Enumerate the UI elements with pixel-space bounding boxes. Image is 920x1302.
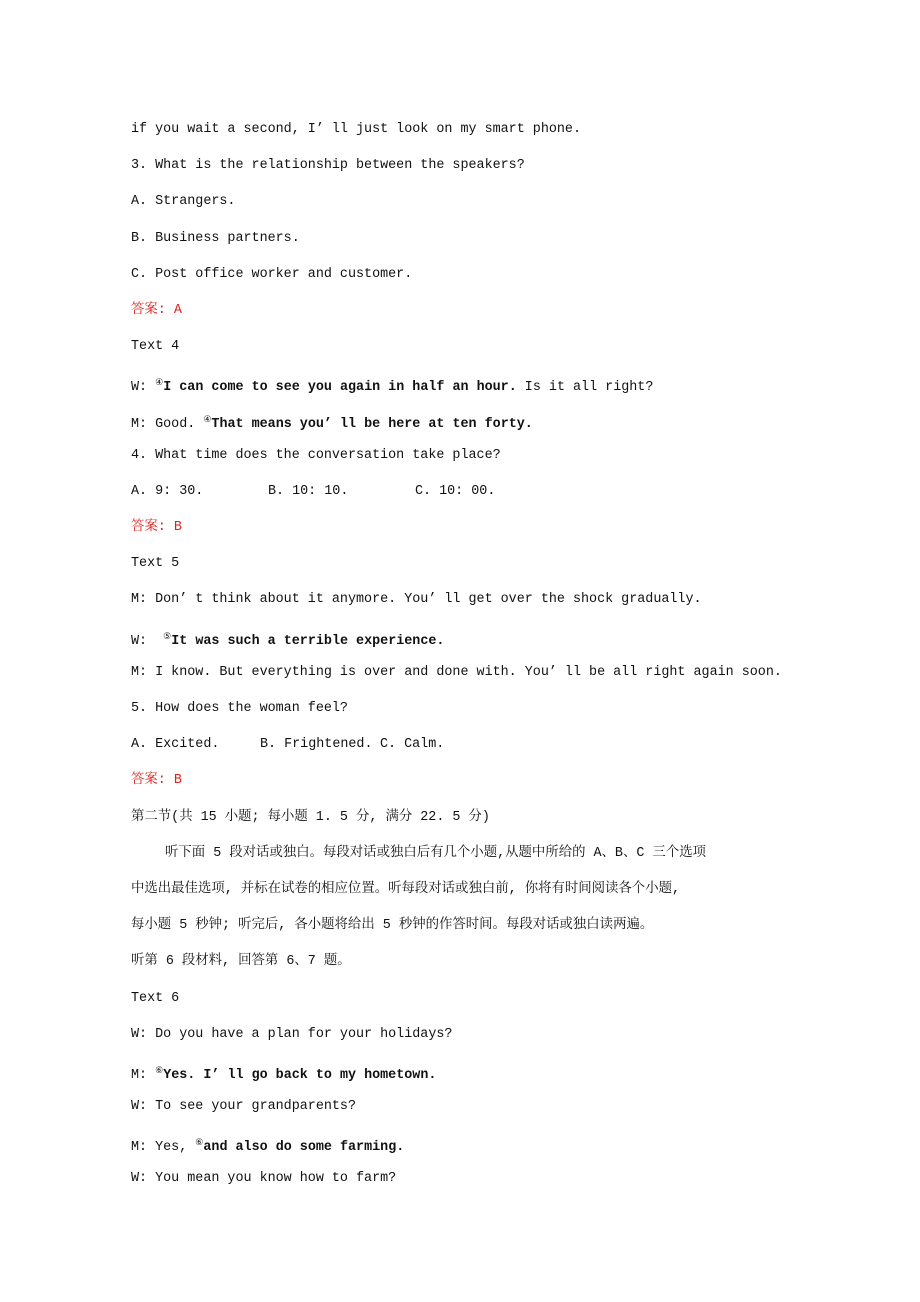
- dialogue-line: [131, 619, 811, 655]
- speaker: M:: [131, 1067, 156, 1083]
- dialogue-line: W: To see your grandparents?: [131, 1099, 356, 1115]
- answer-3: [131, 293, 811, 329]
- instructions: 中选出最佳选项, 并标在试卷的相应位置。听每段对话或独白前, 你将有时间阅读各个小题,: [131, 881, 681, 897]
- option-4a: A. 9: 30.: [131, 483, 204, 499]
- key-sentence: I can come to see you again in half an hour.: [163, 380, 517, 396]
- document-page: [131, 112, 811, 1198]
- dialogue-line: [131, 365, 811, 401]
- answer-label: 答案:: [131, 302, 174, 318]
- dialogue-line: [131, 1125, 811, 1161]
- question-4: 4. What time does the conversation take place?: [131, 447, 501, 463]
- question-3: 3. What is the relationship between the speakers?: [131, 158, 525, 174]
- option-3a: A. Strangers.: [131, 194, 236, 210]
- instructions: 每小题 5 秒钟; 听完后, 各小题将给出 5 秒钟的作答时间。每段对话或独白读两遍。: [131, 918, 654, 934]
- marker: ④: [203, 414, 212, 425]
- answer-value: B: [173, 520, 182, 536]
- answer-label: 答案:: [131, 773, 174, 789]
- speaker: M: Yes,: [131, 1140, 196, 1156]
- option-4c: C. 10: 00.: [415, 483, 496, 499]
- key-sentence: and also do some farming.: [203, 1140, 405, 1156]
- option-4b: B. 10: 10.: [268, 483, 349, 499]
- key-sentence: It was such a terrible experience.: [171, 633, 445, 649]
- instructions: 听第 6 段材料, 回答第 6、7 题。: [131, 954, 351, 970]
- marker: ⑥: [195, 1138, 204, 1149]
- marker: ⑥: [155, 1065, 164, 1076]
- option-5a: A. Excited.: [131, 737, 220, 753]
- rest-text: Is it all right?: [516, 380, 654, 396]
- dialogue-line: M: Don’ t think about it anymore. You’ ll get over the shock gradually.: [131, 592, 702, 608]
- answer-label: 答案:: [131, 520, 174, 536]
- options-4: [131, 474, 811, 510]
- dialogue-line: W: You mean you know how to farm?: [131, 1171, 397, 1187]
- question-5: 5. How does the woman feel?: [131, 701, 348, 716]
- answer-5: [131, 763, 811, 799]
- key-sentence: Yes. I’ ll go back to my hometown.: [163, 1067, 437, 1083]
- speaker: M: Good.: [131, 416, 204, 432]
- dialogue-line: [131, 402, 811, 438]
- section-heading: 第二节(共 15 小题; 每小题 1. 5 分, 满分 22. 5 分): [131, 809, 490, 825]
- marker: ⑤: [163, 631, 172, 642]
- answer-4: [131, 510, 811, 546]
- key-sentence: That means you’ ll be here at ten forty.: [211, 416, 533, 432]
- answer-value: A: [173, 302, 182, 318]
- option-5b: B. Frightened.: [260, 737, 373, 753]
- text-4-heading: Text 4: [131, 339, 180, 355]
- option-3c: C. Post office worker and customer.: [131, 266, 413, 282]
- marker: ④: [155, 378, 164, 389]
- speaker: W:: [131, 633, 164, 649]
- text-5-heading: Text 5: [131, 556, 180, 572]
- option-3b: B. Business partners.: [131, 230, 300, 246]
- dialogue-line: W: Do you have a plan for your holidays?: [131, 1026, 453, 1042]
- text-line: if you wait a second, I’ ll just look on my smart phone.: [131, 122, 581, 137]
- dialogue-line: [131, 1053, 811, 1089]
- text-6-heading: Text 6: [131, 990, 180, 1006]
- dialogue-line: M: I know. But everything is over and done with. You’ ll be all right again soon.: [131, 664, 782, 680]
- option-5c: C. Calm.: [380, 737, 445, 753]
- options-5: [131, 727, 811, 763]
- instructions: 听下面 5 段对话或独白。每段对话或独白后有几个小题,从题中所给的 A、B、C 三个选项: [165, 845, 706, 861]
- answer-value: B: [173, 773, 182, 789]
- speaker: W:: [131, 380, 156, 396]
